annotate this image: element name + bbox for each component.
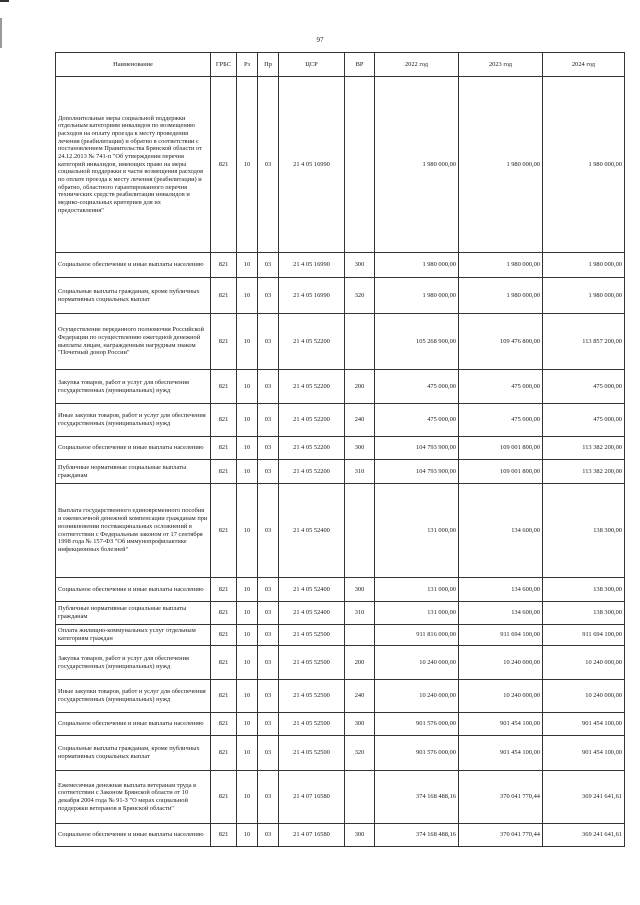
cell-name: Закупка товаров, работ и услуг для обеспечения государственных (муниципальных) нужд (56, 646, 211, 680)
table-row (56, 625, 625, 646)
cell-pr: 03 (258, 824, 279, 847)
cell-pr: 03 (258, 460, 279, 484)
page-number: 97 (316, 36, 324, 44)
cell-vr: 240 (345, 404, 375, 437)
cell-rz: 10 (237, 404, 258, 437)
cell-amount-2023: 370 041 770,44 (459, 771, 543, 824)
cell-pr: 03 (258, 713, 279, 736)
cell-rz: 10 (237, 625, 258, 646)
cell-vr (345, 625, 375, 646)
cell-rz: 10 (237, 602, 258, 625)
cell-name: Публичные нормативные социальные выплаты гражданам (56, 602, 211, 625)
cell-amount-2023: 911 694 100,00 (459, 625, 543, 646)
cell-amount-2024: 901 454 100,00 (543, 713, 625, 736)
cell-csr: 21 4 05 16990 (279, 278, 345, 314)
cell-vr: 320 (345, 736, 375, 771)
cell-csr: 21 4 05 16990 (279, 77, 345, 253)
cell-rz: 10 (237, 484, 258, 578)
cell-name: Выплата государственного единовременного пособия и ежемесячной денежной компенсации гражданам при возникновении поствакцинальных осложнений в соответствии с Федеральным законом от 17 сентября 1998 года № 157-ФЗ "Об иммунопрофилактике инфекционных болезней" (56, 484, 211, 578)
cell-amount-2022: 104 793 900,00 (375, 460, 459, 484)
cell-name: Социальное обеспечение и иные выплаты населению (56, 578, 211, 602)
cell-csr: 21 4 05 52500 (279, 736, 345, 771)
header-rz: Рз (237, 53, 258, 77)
cell-csr: 21 4 05 52400 (279, 578, 345, 602)
cell-grbs: 821 (211, 824, 237, 847)
cell-rz: 10 (237, 578, 258, 602)
cell-amount-2023: 109 476 800,00 (459, 314, 543, 370)
cell-csr: 21 4 05 52400 (279, 484, 345, 578)
cell-amount-2022: 131 000,00 (375, 602, 459, 625)
cell-amount-2022: 901 576 000,00 (375, 736, 459, 771)
cell-grbs: 821 (211, 578, 237, 602)
header-pr: Пр (258, 53, 279, 77)
cell-vr (345, 77, 375, 253)
cell-vr: 310 (345, 460, 375, 484)
cell-pr: 03 (258, 314, 279, 370)
cell-vr: 320 (345, 278, 375, 314)
cell-amount-2024: 138 300,00 (543, 578, 625, 602)
cell-name: Социальные выплаты гражданам, кроме публичных нормативных социальных выплат (56, 736, 211, 771)
cell-amount-2022: 475 000,00 (375, 404, 459, 437)
cell-csr: 21 4 05 52400 (279, 602, 345, 625)
cell-grbs: 821 (211, 404, 237, 437)
cell-amount-2022: 911 816 000,00 (375, 625, 459, 646)
cell-csr: 21 4 05 16990 (279, 253, 345, 278)
cell-amount-2022: 374 168 488,16 (375, 771, 459, 824)
budget-table (55, 52, 625, 847)
cell-name: Социальные выплаты гражданам, кроме публичных нормативных социальных выплат (56, 278, 211, 314)
cell-rz: 10 (237, 824, 258, 847)
cell-grbs: 821 (211, 314, 237, 370)
cell-amount-2024: 475 000,00 (543, 370, 625, 404)
cell-pr: 03 (258, 77, 279, 253)
header-2022: 2022 год (375, 53, 459, 77)
cell-name: Социальное обеспечение и иные выплаты населению (56, 824, 211, 847)
cell-amount-2022: 105 268 900,00 (375, 314, 459, 370)
cell-grbs: 821 (211, 460, 237, 484)
cell-grbs: 821 (211, 771, 237, 824)
cell-rz: 10 (237, 771, 258, 824)
cell-rz: 10 (237, 314, 258, 370)
table-row (56, 602, 625, 625)
table-row (56, 736, 625, 771)
cell-pr: 03 (258, 602, 279, 625)
cell-pr: 03 (258, 253, 279, 278)
cell-grbs: 821 (211, 736, 237, 771)
cell-amount-2024: 10 240 000,00 (543, 646, 625, 680)
cell-grbs: 821 (211, 680, 237, 713)
cell-amount-2024: 901 454 100,00 (543, 736, 625, 771)
cell-name: Осуществление переданного полномочия Российской Федерации по осуществлению ежегодной денежной выплаты лицам, награжденным нагрудным знаком "Почетный донор России" (56, 314, 211, 370)
cell-amount-2024: 113 382 200,00 (543, 460, 625, 484)
cell-amount-2024: 1 980 000,00 (543, 253, 625, 278)
cell-amount-2022: 10 240 000,00 (375, 646, 459, 680)
cell-rz: 10 (237, 646, 258, 680)
cell-csr: 21 4 05 52200 (279, 460, 345, 484)
header-name: Наименование (56, 53, 211, 77)
cell-amount-2022: 104 793 900,00 (375, 437, 459, 460)
cell-csr: 21 4 05 52500 (279, 713, 345, 736)
cell-amount-2024: 138 300,00 (543, 484, 625, 578)
cell-vr: 300 (345, 824, 375, 847)
cell-amount-2023: 475 000,00 (459, 370, 543, 404)
cell-amount-2023: 901 454 100,00 (459, 713, 543, 736)
cell-rz: 10 (237, 713, 258, 736)
cell-grbs: 821 (211, 602, 237, 625)
cell-vr: 310 (345, 602, 375, 625)
cell-amount-2024: 10 240 000,00 (543, 680, 625, 713)
cell-amount-2022: 1 980 000,00 (375, 77, 459, 253)
cell-amount-2022: 131 000,00 (375, 484, 459, 578)
table-row (56, 253, 625, 278)
table-row (56, 437, 625, 460)
cell-amount-2023: 134 600,00 (459, 578, 543, 602)
cell-csr: 21 4 05 52200 (279, 404, 345, 437)
header-vr: ВР (345, 53, 375, 77)
cell-vr: 240 (345, 680, 375, 713)
table-row (56, 713, 625, 736)
cell-name: Дополнительные меры социальной поддержки отдельным категориям инвалидов по возмещению расходов на оплату проезда к месту проведения лечения (реабилитации) и обратно в соответствии с постановлением Правительства Брянской области от 24.12.2013 № 741-п "Об утверждении перечня категорий инвалидов, имеющих право на меры социальной поддержки в части возмещения расходов по оплате проезда к месту лечения (реабилитации) и обратно, областного гарантированного перечня технических средств реабилитации инвалидов и медико-социальных критериев для их предоставления" (56, 77, 211, 253)
cell-amount-2024: 1 980 000,00 (543, 278, 625, 314)
cell-rz: 10 (237, 680, 258, 713)
cell-amount-2022: 1 980 000,00 (375, 253, 459, 278)
cell-name: Иные закупки товаров, работ и услуг для обеспечения государственных (муниципальных) нужд (56, 404, 211, 437)
cell-pr: 03 (258, 646, 279, 680)
cell-amount-2024: 369 241 641,61 (543, 771, 625, 824)
cell-pr: 03 (258, 736, 279, 771)
cell-vr (345, 484, 375, 578)
cell-rz: 10 (237, 460, 258, 484)
cell-csr: 21 4 05 52200 (279, 314, 345, 370)
table-header-row (56, 53, 625, 77)
table-row (56, 404, 625, 437)
cell-pr: 03 (258, 404, 279, 437)
cell-csr: 21 4 05 52500 (279, 646, 345, 680)
cell-amount-2022: 1 980 000,00 (375, 278, 459, 314)
cell-vr (345, 771, 375, 824)
cell-grbs: 821 (211, 646, 237, 680)
table-row (56, 77, 625, 253)
table-body (56, 77, 625, 847)
cell-amount-2022: 374 168 488,16 (375, 824, 459, 847)
cell-grbs: 821 (211, 625, 237, 646)
cell-csr: 21 4 07 16580 (279, 771, 345, 824)
cell-amount-2023: 109 001 800,00 (459, 437, 543, 460)
cell-grbs: 821 (211, 77, 237, 253)
cell-vr: 200 (345, 370, 375, 404)
cell-pr: 03 (258, 370, 279, 404)
cell-name: Социальное обеспечение и иные выплаты населению (56, 253, 211, 278)
cell-name: Иные закупки товаров, работ и услуг для обеспечения государственных (муниципальных) нужд (56, 680, 211, 713)
cell-amount-2024: 475 000,00 (543, 404, 625, 437)
header-csr: ЦСР (279, 53, 345, 77)
table-row (56, 680, 625, 713)
cell-amount-2024: 911 694 100,00 (543, 625, 625, 646)
cell-name: Оплата жилищно-коммунальных услуг отдельным категориям граждан (56, 625, 211, 646)
cell-csr: 21 4 05 52500 (279, 680, 345, 713)
cell-grbs: 821 (211, 713, 237, 736)
header-2024: 2024 год (543, 53, 625, 77)
header-2023: 2023 год (459, 53, 543, 77)
cell-vr: 300 (345, 253, 375, 278)
table-row (56, 370, 625, 404)
cell-amount-2022: 475 000,00 (375, 370, 459, 404)
table-row (56, 824, 625, 847)
cell-grbs: 821 (211, 437, 237, 460)
cell-vr: 300 (345, 578, 375, 602)
cell-rz: 10 (237, 278, 258, 314)
cell-pr: 03 (258, 484, 279, 578)
cell-rz: 10 (237, 77, 258, 253)
cell-amount-2022: 901 576 000,00 (375, 713, 459, 736)
cell-vr: 200 (345, 646, 375, 680)
cell-csr: 21 4 05 52200 (279, 370, 345, 404)
cell-amount-2023: 1 980 000,00 (459, 77, 543, 253)
cell-amount-2024: 113 857 200,00 (543, 314, 625, 370)
cell-amount-2023: 10 240 000,00 (459, 680, 543, 713)
cell-amount-2023: 901 454 100,00 (459, 736, 543, 771)
cell-csr: 21 4 05 52200 (279, 437, 345, 460)
cell-rz: 10 (237, 437, 258, 460)
table-row (56, 578, 625, 602)
cell-grbs: 821 (211, 278, 237, 314)
scan-edge-mark (0, 0, 9, 2)
cell-amount-2023: 10 240 000,00 (459, 646, 543, 680)
cell-name: Социальное обеспечение и иные выплаты населению (56, 713, 211, 736)
header-grbs: ГРБС (211, 53, 237, 77)
cell-rz: 10 (237, 253, 258, 278)
cell-amount-2024: 369 241 641,61 (543, 824, 625, 847)
cell-amount-2023: 1 980 000,00 (459, 278, 543, 314)
cell-amount-2022: 10 240 000,00 (375, 680, 459, 713)
cell-name: Ежемесячная денежная выплата ветеранам труда в соответствии с Законом Брянской области от 10 декабря 2004 года № 91-З "О мерах социальной поддержки ветеранов в Брянской области" (56, 771, 211, 824)
cell-pr: 03 (258, 278, 279, 314)
cell-csr: 21 4 05 52500 (279, 625, 345, 646)
table-row (56, 314, 625, 370)
cell-amount-2023: 1 980 000,00 (459, 253, 543, 278)
cell-rz: 10 (237, 736, 258, 771)
cell-grbs: 821 (211, 253, 237, 278)
cell-grbs: 821 (211, 370, 237, 404)
cell-name: Закупка товаров, работ и услуг для обеспечения государственных (муниципальных) нужд (56, 370, 211, 404)
cell-amount-2024: 113 382 200,00 (543, 437, 625, 460)
cell-amount-2022: 131 000,00 (375, 578, 459, 602)
table-row (56, 460, 625, 484)
cell-pr: 03 (258, 771, 279, 824)
table-row (56, 278, 625, 314)
table-row (56, 484, 625, 578)
cell-name: Публичные нормативные социальные выплаты гражданам (56, 460, 211, 484)
table-row (56, 771, 625, 824)
cell-pr: 03 (258, 680, 279, 713)
table-row (56, 646, 625, 680)
cell-csr: 21 4 07 16580 (279, 824, 345, 847)
cell-amount-2023: 109 001 800,00 (459, 460, 543, 484)
cell-amount-2024: 1 980 000,00 (543, 77, 625, 253)
cell-pr: 03 (258, 625, 279, 646)
cell-amount-2024: 138 300,00 (543, 602, 625, 625)
cell-amount-2023: 134 600,00 (459, 484, 543, 578)
cell-name: Социальное обеспечение и иные выплаты населению (56, 437, 211, 460)
cell-pr: 03 (258, 578, 279, 602)
cell-amount-2023: 370 041 770,44 (459, 824, 543, 847)
cell-vr: 300 (345, 437, 375, 460)
cell-pr: 03 (258, 437, 279, 460)
cell-amount-2023: 475 000,00 (459, 404, 543, 437)
cell-vr: 300 (345, 713, 375, 736)
cell-amount-2023: 134 600,00 (459, 602, 543, 625)
cell-rz: 10 (237, 370, 258, 404)
cell-vr (345, 314, 375, 370)
cell-grbs: 821 (211, 484, 237, 578)
